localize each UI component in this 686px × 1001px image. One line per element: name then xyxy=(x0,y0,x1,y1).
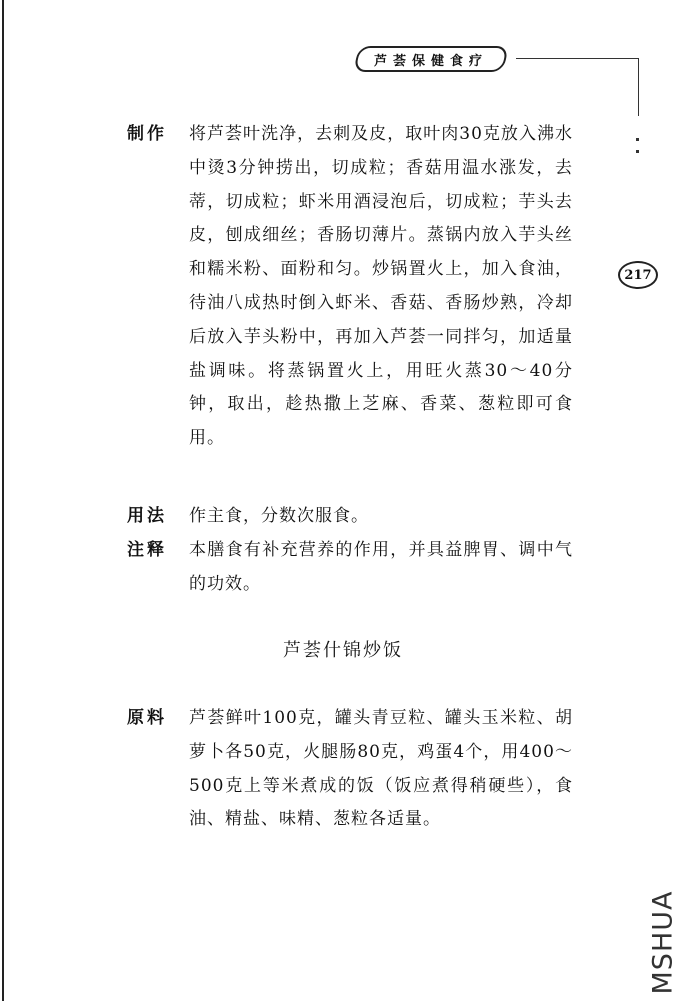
margin-mark xyxy=(636,138,639,141)
page-left-edge xyxy=(2,0,4,1001)
watermark xyxy=(643,886,683,998)
section-text: 芦荟鲜叶100克，罐头青豆粒、罐头玉米粒、胡萝卜各50克，火腿肠80克，鸡蛋4个，用400～500克上等米煮成的饭（饭应煮得稍硬些），食油、精盐、味精、葱粒各适量。 xyxy=(189,708,573,830)
section-label: 制作 xyxy=(127,124,167,144)
section-text: 作主食，分数次服食。 xyxy=(189,506,369,526)
header-rule xyxy=(516,58,638,59)
page-number: 217 xyxy=(618,261,658,289)
running-header xyxy=(356,46,506,72)
section-label: 用法 xyxy=(127,506,167,526)
recipe-title: 芦荟什锦炒饭 xyxy=(283,640,403,661)
watermark-text: MSHUA xyxy=(647,890,679,994)
section-text: 将芦荟叶洗净，去刺及皮，取叶肉30克放入沸水中烫3分钟捞出，切成粒；香菇用温水涨发，去蒂，切成粒；虾米用酒浸泡后，切成粒；芋头去皮，刨成细丝；香肠切薄片。蒸锅内放入芋头丝和糯米粉、面粉和匀。炒锅置火上，加入食油，待油八成热时倒入虾米、香菇、香肠炒熟，冷却后放入芋头粉中，再加入芦荟一同拌匀，加适量盐调味。将蒸锅置火上，用旺火蒸30～40分钟，取出，趁热撒上芝麻、香菜、葱粒即可食用。 xyxy=(189,124,573,449)
book-title: 芦荟保健食疗 xyxy=(373,53,488,69)
section-preparation xyxy=(127,118,577,456)
section-label: 原料 xyxy=(127,708,167,728)
header-vertical-rule xyxy=(638,58,639,116)
section-usage xyxy=(127,500,577,534)
margin-mark xyxy=(636,150,639,153)
section-label: 注释 xyxy=(127,540,167,560)
section-text: 本膳食有补充营养的作用，并具益脾胃、调中气的功效。 xyxy=(189,540,573,594)
section-ingredients xyxy=(127,702,577,837)
section-notes xyxy=(127,534,577,602)
